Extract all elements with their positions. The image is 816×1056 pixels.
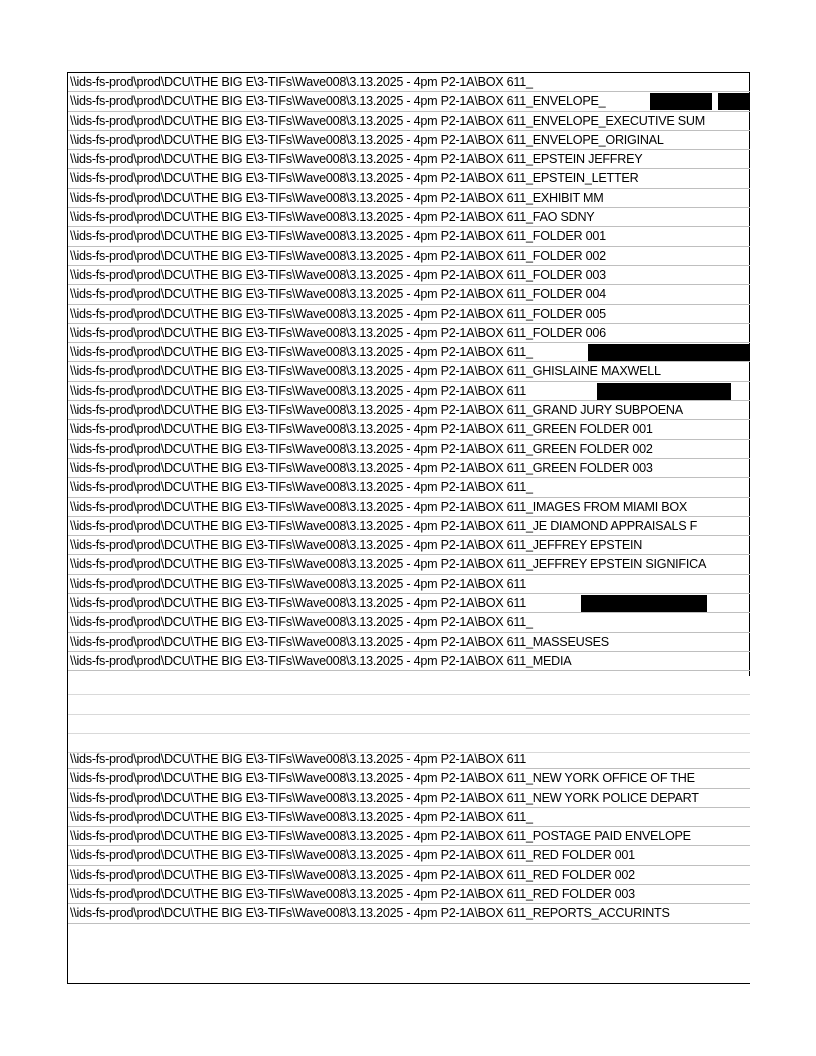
spreadsheet-page — [67, 72, 750, 984]
file-path-text: \\ids-fs-prod\prod\DCU\THE BIG E\3-TIFs\Wave008\3.13.2025 - 4pm P2-1A\BOX 611_EPSTEIN JEFFREY — [70, 152, 643, 167]
file-path-row — [68, 827, 750, 846]
file-path-row — [68, 769, 750, 788]
file-path-text: \\ids-fs-prod\prod\DCU\THE BIG E\3-TIFs\Wave008\3.13.2025 - 4pm P2-1A\BOX 611_FOLDER 004 — [70, 287, 606, 302]
file-path-row — [68, 150, 750, 169]
file-path-row — [68, 266, 750, 285]
file-path-row — [68, 633, 750, 652]
file-path-text: \\ids-fs-prod\prod\DCU\THE BIG E\3-TIFs\Wave008\3.13.2025 - 4pm P2-1A\BOX 611_JEFFREY EPSTEIN — [70, 538, 643, 553]
file-path-text: \\ids-fs-prod\prod\DCU\THE BIG E\3-TIFs\Wave008\3.13.2025 - 4pm P2-1A\BOX 611_IMAGES FROM MIAMI BOX — [70, 499, 688, 514]
file-path-row — [68, 208, 750, 227]
file-path-text: \\ids-fs-prod\prod\DCU\THE BIG E\3-TIFs\Wave008\3.13.2025 - 4pm P2-1A\BOX 611 — [70, 596, 527, 611]
file-path-text: \\ids-fs-prod\prod\DCU\THE BIG E\3-TIFs\Wave008\3.13.2025 - 4pm P2-1A\BOX 611_FOLDER 003 — [70, 267, 606, 282]
file-path-text: \\ids-fs-prod\prod\DCU\THE BIG E\3-TIFs\Wave008\3.13.2025 - 4pm P2-1A\BOX 611_GRAND JURY SUBPOENA — [70, 403, 683, 418]
file-path-row — [68, 305, 750, 324]
file-path-text: \\ids-fs-prod\prod\DCU\THE BIG E\3-TIFs\Wave008\3.13.2025 - 4pm P2-1A\BOX 611_NEW YORK OFFICE OF THE — [70, 771, 695, 786]
file-path-text: \\ids-fs-prod\prod\DCU\THE BIG E\3-TIFs\Wave008\3.13.2025 - 4pm P2-1A\BOX 611_FOLDER 002 — [70, 248, 606, 263]
blank-row — [68, 676, 750, 695]
file-path-row — [68, 189, 750, 208]
file-path-row — [68, 362, 750, 381]
redaction-bar — [718, 93, 750, 110]
file-path-text: \\ids-fs-prod\prod\DCU\THE BIG E\3-TIFs\Wave008\3.13.2025 - 4pm P2-1A\BOX 611_RED FOLDER 003 — [70, 887, 635, 902]
file-path-text: \\ids-fs-prod\prod\DCU\THE BIG E\3-TIFs\Wave008\3.13.2025 - 4pm P2-1A\BOX 611_ — [70, 75, 533, 89]
redaction-bar — [597, 383, 731, 400]
file-path-text: \\ids-fs-prod\prod\DCU\THE BIG E\3-TIFs\Wave008\3.13.2025 - 4pm P2-1A\BOX 611_NEW YORK POLICE DEPART — [70, 790, 699, 805]
file-path-row — [68, 420, 750, 439]
file-path-row — [68, 575, 750, 594]
file-path-row — [68, 131, 750, 150]
redaction-bar — [581, 595, 707, 612]
file-path-text: \\ids-fs-prod\prod\DCU\THE BIG E\3-TIFs\Wave008\3.13.2025 - 4pm P2-1A\BOX 611_POSTAGE PAID ENVELOPE — [70, 829, 691, 844]
file-path-row — [68, 613, 750, 632]
file-path-row — [68, 904, 750, 923]
file-path-text: \\ids-fs-prod\prod\DCU\THE BIG E\3-TIFs\Wave008\3.13.2025 - 4pm P2-1A\BOX 611 — [70, 752, 527, 766]
file-path-list-1 — [68, 73, 750, 671]
file-path-row — [68, 866, 750, 885]
redaction-bar — [588, 344, 750, 361]
file-path-text: \\ids-fs-prod\prod\DCU\THE BIG E\3-TIFs\Wave008\3.13.2025 - 4pm P2-1A\BOX 611_MEDIA — [70, 653, 572, 668]
file-path-text: \\ids-fs-prod\prod\DCU\THE BIG E\3-TIFs\Wave008\3.13.2025 - 4pm P2-1A\BOX 611_FOLDER 006 — [70, 325, 606, 340]
file-path-row — [68, 459, 750, 478]
file-path-text: \\ids-fs-prod\prod\DCU\THE BIG E\3-TIFs\Wave008\3.13.2025 - 4pm P2-1A\BOX 611_GREEN FOLDER 002 — [70, 441, 653, 456]
file-path-text: \\ids-fs-prod\prod\DCU\THE BIG E\3-TIFs\Wave008\3.13.2025 - 4pm P2-1A\BOX 611_RED FOLDER 002 — [70, 867, 635, 882]
file-path-text: \\ids-fs-prod\prod\DCU\THE BIG E\3-TIFs\Wave008\3.13.2025 - 4pm P2-1A\BOX 611_GHISLAINE MAXWELL — [70, 364, 661, 379]
file-path-text: \\ids-fs-prod\prod\DCU\THE BIG E\3-TIFs\Wave008\3.13.2025 - 4pm P2-1A\BOX 611_JE DIAMOND APPRAISALS F — [70, 518, 698, 533]
file-path-row — [68, 478, 750, 497]
file-path-list-2 — [68, 750, 750, 924]
file-path-text: \\ids-fs-prod\prod\DCU\THE BIG E\3-TIFs\Wave008\3.13.2025 - 4pm P2-1A\BOX 611_ — [70, 615, 533, 630]
file-path-text: \\ids-fs-prod\prod\DCU\THE BIG E\3-TIFs\Wave008\3.13.2025 - 4pm P2-1A\BOX 611_GREEN FOLDER 003 — [70, 460, 653, 475]
blank-row — [68, 715, 750, 734]
file-path-row — [68, 536, 750, 555]
file-path-row — [68, 440, 750, 459]
blank-rows — [68, 676, 750, 753]
file-path-row — [68, 92, 750, 111]
file-path-text: \\ids-fs-prod\prod\DCU\THE BIG E\3-TIFs\Wave008\3.13.2025 - 4pm P2-1A\BOX 611_EXHIBIT MM — [70, 190, 604, 205]
file-path-row — [68, 594, 750, 613]
file-path-row — [68, 846, 750, 865]
file-path-row — [68, 750, 750, 769]
file-path-row — [68, 401, 750, 420]
file-path-text: \\ids-fs-prod\prod\DCU\THE BIG E\3-TIFs\Wave008\3.13.2025 - 4pm P2-1A\BOX 611_RED FOLDER 001 — [70, 848, 635, 863]
file-path-row — [68, 885, 750, 904]
file-path-text: \\ids-fs-prod\prod\DCU\THE BIG E\3-TIFs\Wave008\3.13.2025 - 4pm P2-1A\BOX 611_JEFFREY EPSTEIN SIGNIFICA — [70, 557, 707, 572]
file-path-row — [68, 555, 750, 574]
file-path-text: \\ids-fs-prod\prod\DCU\THE BIG E\3-TIFs\Wave008\3.13.2025 - 4pm P2-1A\BOX 611_ — [70, 809, 533, 824]
file-path-text: \\ids-fs-prod\prod\DCU\THE BIG E\3-TIFs\Wave008\3.13.2025 - 4pm P2-1A\BOX 611_GREEN FOLDER 001 — [70, 422, 653, 437]
file-path-text: \\ids-fs-prod\prod\DCU\THE BIG E\3-TIFs\Wave008\3.13.2025 - 4pm P2-1A\BOX 611_ — [70, 345, 533, 360]
file-path-text: \\ids-fs-prod\prod\DCU\THE BIG E\3-TIFs\Wave008\3.13.2025 - 4pm P2-1A\BOX 611_EPSTEIN_LETTER — [70, 171, 639, 186]
file-path-row — [68, 227, 750, 246]
file-path-row — [68, 247, 750, 266]
file-path-row — [68, 652, 750, 671]
file-path-text: \\ids-fs-prod\prod\DCU\THE BIG E\3-TIFs\Wave008\3.13.2025 - 4pm P2-1A\BOX 611_FOLDER 005 — [70, 306, 606, 321]
file-path-text: \\ids-fs-prod\prod\DCU\THE BIG E\3-TIFs\Wave008\3.13.2025 - 4pm P2-1A\BOX 611_ — [70, 480, 533, 495]
file-path-text: \\ids-fs-prod\prod\DCU\THE BIG E\3-TIFs\Wave008\3.13.2025 - 4pm P2-1A\BOX 611_ENVELOPE_ — [70, 94, 606, 109]
file-path-row — [68, 324, 750, 343]
file-path-row — [68, 285, 750, 304]
blank-row — [68, 695, 750, 714]
file-path-row — [68, 382, 750, 401]
file-path-text: \\ids-fs-prod\prod\DCU\THE BIG E\3-TIFs\Wave008\3.13.2025 - 4pm P2-1A\BOX 611 — [70, 383, 527, 398]
file-path-row — [68, 789, 750, 808]
file-path-row — [68, 517, 750, 536]
file-path-text: \\ids-fs-prod\prod\DCU\THE BIG E\3-TIFs\Wave008\3.13.2025 - 4pm P2-1A\BOX 611_FAO SDNY — [70, 210, 595, 225]
file-path-text: \\ids-fs-prod\prod\DCU\THE BIG E\3-TIFs\Wave008\3.13.2025 - 4pm P2-1A\BOX 611_REPORTS_ACCURINTS — [70, 906, 670, 921]
file-path-row — [68, 343, 750, 362]
file-path-text: \\ids-fs-prod\prod\DCU\THE BIG E\3-TIFs\Wave008\3.13.2025 - 4pm P2-1A\BOX 611 — [70, 576, 527, 591]
file-path-text: \\ids-fs-prod\prod\DCU\THE BIG E\3-TIFs\Wave008\3.13.2025 - 4pm P2-1A\BOX 611_ENVELOPE_ORIGINAL — [70, 132, 664, 147]
redaction-bar — [650, 93, 712, 110]
file-path-row — [68, 169, 750, 188]
file-path-row — [68, 808, 750, 827]
file-path-row — [68, 498, 750, 517]
file-path-text: \\ids-fs-prod\prod\DCU\THE BIG E\3-TIFs\Wave008\3.13.2025 - 4pm P2-1A\BOX 611_ENVELOPE_EXECUTIVE SUM — [70, 113, 706, 128]
file-path-text: \\ids-fs-prod\prod\DCU\THE BIG E\3-TIFs\Wave008\3.13.2025 - 4pm P2-1A\BOX 611_FOLDER 001 — [70, 229, 606, 244]
file-path-row — [68, 112, 750, 131]
file-path-text: \\ids-fs-prod\prod\DCU\THE BIG E\3-TIFs\Wave008\3.13.2025 - 4pm P2-1A\BOX 611_MASSEUSES — [70, 634, 609, 649]
file-path-row — [68, 73, 750, 92]
